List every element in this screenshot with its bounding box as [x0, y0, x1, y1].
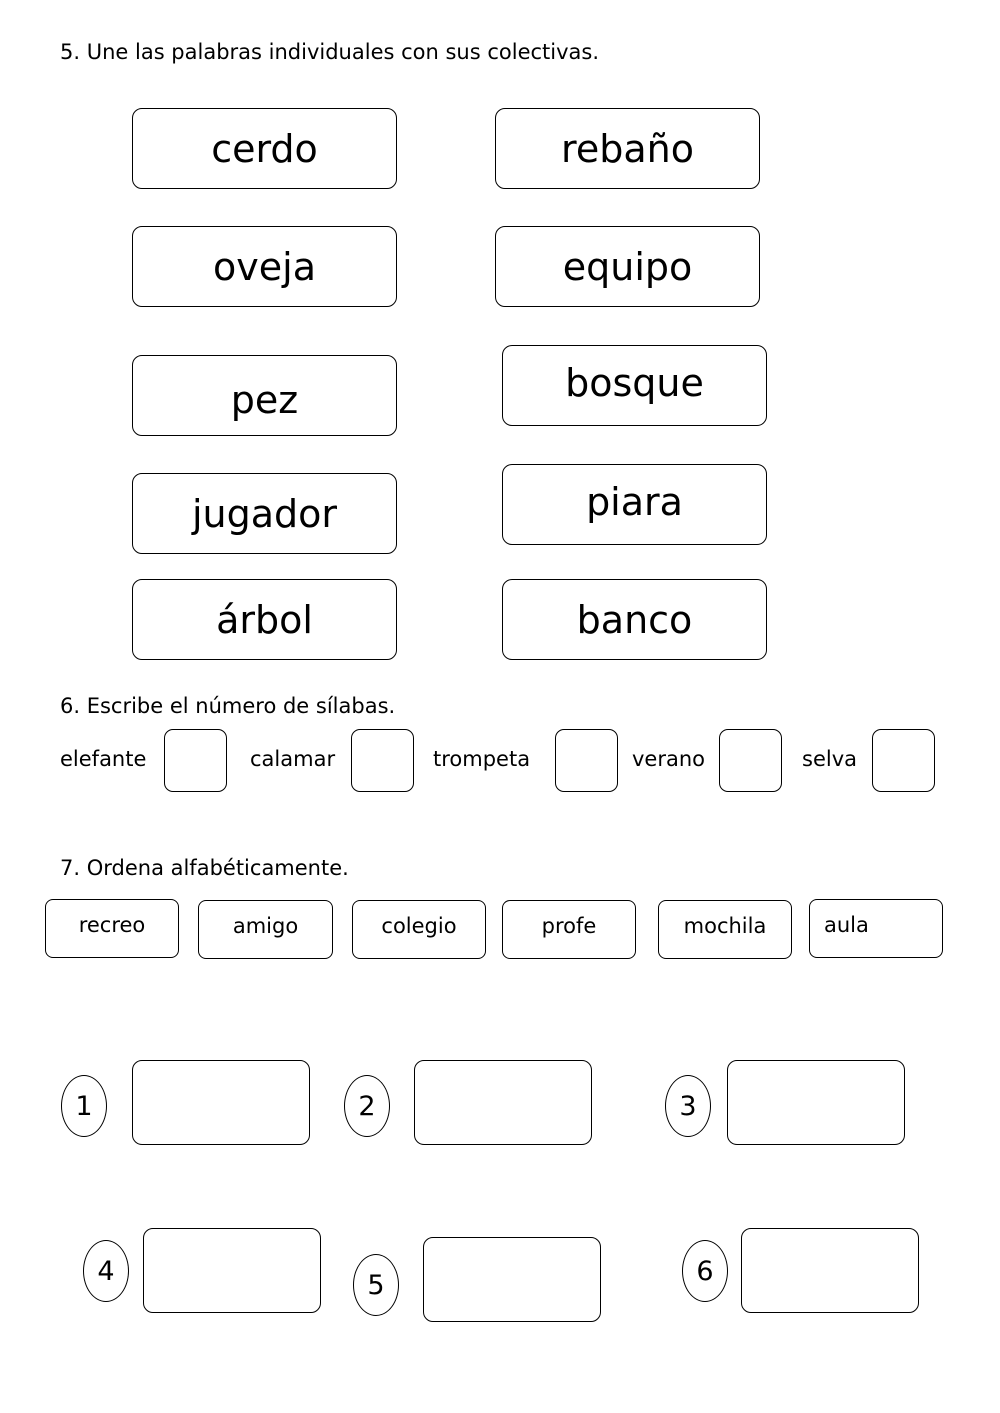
left-word-arbol[interactable]: árbol	[132, 579, 397, 660]
order-number-3: 3	[665, 1075, 711, 1137]
right-word-equipo[interactable]: equipo	[495, 226, 760, 307]
section-6-title: 6. Escribe el número de sílabas.	[60, 694, 396, 718]
syllable-word-selva: selva	[802, 747, 857, 771]
order-answer-box-2[interactable]	[414, 1060, 592, 1145]
syllable-word-trompeta: trompeta	[433, 747, 531, 771]
order-number-5: 5	[353, 1254, 399, 1316]
syllable-answer-box-calamar[interactable]	[351, 729, 414, 792]
syllable-answer-box-verano[interactable]	[719, 729, 782, 792]
order-number-4: 4	[83, 1240, 129, 1302]
syllable-word-verano: verano	[632, 747, 706, 771]
section-5-title: 5. Une las palabras individuales con sus colectivas.	[60, 40, 600, 64]
left-word-pez[interactable]: pez	[132, 355, 397, 436]
order-number-6: 6	[682, 1240, 728, 1302]
right-word-bosque[interactable]: bosque	[502, 345, 767, 426]
syllable-answer-box-elefante[interactable]	[164, 729, 227, 792]
order-word-amigo[interactable]: amigo	[198, 900, 333, 959]
left-word-oveja[interactable]: oveja	[132, 226, 397, 307]
section-7-title: 7. Ordena alfabéticamente.	[60, 856, 349, 880]
order-answer-box-6[interactable]	[741, 1228, 919, 1313]
right-word-banco[interactable]: banco	[502, 579, 767, 660]
left-word-jugador[interactable]: jugador	[132, 473, 397, 554]
order-number-2: 2	[344, 1075, 390, 1137]
syllable-answer-box-trompeta[interactable]	[555, 729, 618, 792]
order-answer-box-5[interactable]	[423, 1237, 601, 1322]
order-word-mochila[interactable]: mochila	[658, 900, 792, 959]
order-word-aula[interactable]: aula	[809, 899, 943, 958]
order-word-profe[interactable]: profe	[502, 900, 636, 959]
right-word-piara[interactable]: piara	[502, 464, 767, 545]
order-word-colegio[interactable]: colegio	[352, 900, 486, 959]
syllable-word-elefante: elefante	[60, 747, 147, 771]
order-word-recreo[interactable]: recreo	[45, 899, 179, 958]
order-answer-box-1[interactable]	[132, 1060, 310, 1145]
syllable-answer-box-selva[interactable]	[872, 729, 935, 792]
order-answer-box-3[interactable]	[727, 1060, 905, 1145]
order-answer-box-4[interactable]	[143, 1228, 321, 1313]
right-word-rebano[interactable]: rebaño	[495, 108, 760, 189]
syllable-word-calamar: calamar	[250, 747, 336, 771]
left-word-cerdo[interactable]: cerdo	[132, 108, 397, 189]
order-number-1: 1	[61, 1075, 107, 1137]
